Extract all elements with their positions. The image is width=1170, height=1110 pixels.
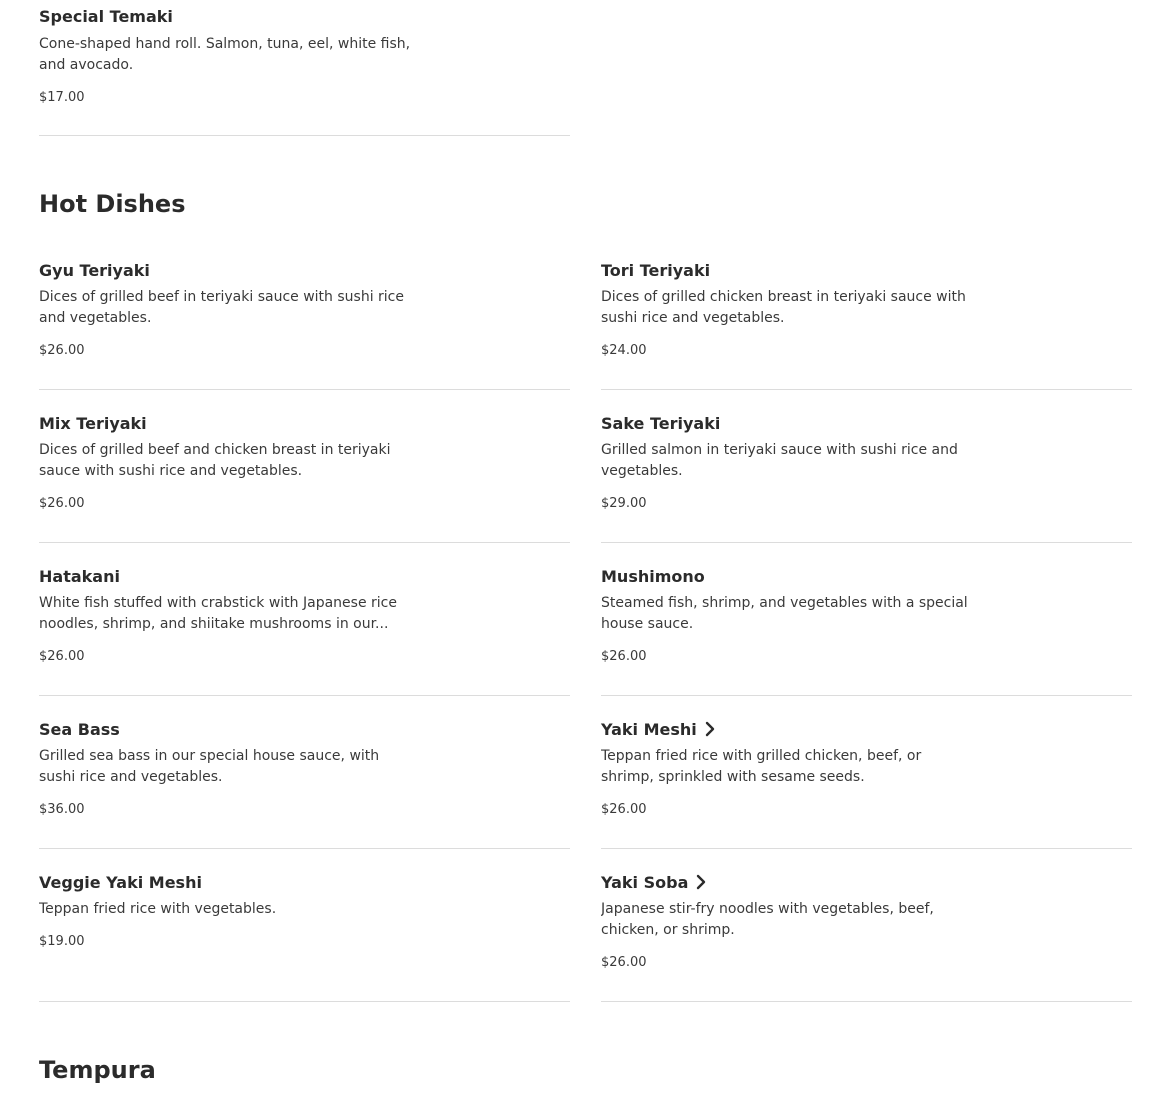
item-name-row <box>601 719 976 739</box>
divider <box>601 1001 1132 1002</box>
divider <box>39 848 570 849</box>
menu-item-yaki-soba[interactable] <box>601 872 976 971</box>
menu-item-yaki-meshi[interactable] <box>601 719 976 818</box>
divider <box>39 1001 570 1002</box>
section-title-tempura: Tempura <box>39 1056 156 1084</box>
divider <box>39 389 570 390</box>
item-name: Yaki Soba <box>601 872 689 892</box>
item-price: $36.00 <box>39 802 85 817</box>
item-price: $24.00 <box>601 343 647 358</box>
menu-item-special-temaki[interactable] <box>39 6 414 106</box>
item-description: Cone-shaped hand roll. Salmon, tuna, eel, white fish, and avocado. <box>39 36 411 73</box>
menu-item-sea-bass[interactable] <box>39 719 414 818</box>
item-description: White fish stuffed with crabstick with Japanese rice noodles, shrimp, and shiitake mushrooms in our... <box>39 595 397 632</box>
divider <box>601 389 1132 390</box>
menu-item-tori-teriyaki[interactable] <box>601 260 976 359</box>
item-price: $26.00 <box>39 343 85 358</box>
item-description: Teppan fried rice with vegetables. <box>39 901 277 917</box>
item-price: $26.00 <box>39 649 85 664</box>
menu-item-veggie-yaki-meshi[interactable] <box>39 872 414 950</box>
item-name: Tori Teriyaki <box>601 260 711 280</box>
divider <box>39 695 570 696</box>
menu-item-sake-teriyaki[interactable] <box>601 413 976 512</box>
item-name: Yaki Meshi <box>601 719 697 739</box>
item-price: $29.00 <box>601 496 647 511</box>
item-price: $26.00 <box>601 649 647 664</box>
item-description: Steamed fish, shrimp, and vegetables with a special house sauce. <box>601 595 968 632</box>
divider <box>601 542 1132 543</box>
chevron-right-icon[interactable] <box>694 874 708 890</box>
item-name: Sea Bass <box>39 719 120 739</box>
menu-item-hatakani[interactable] <box>39 566 414 665</box>
item-name: Special Temaki <box>39 6 173 26</box>
item-price: $26.00 <box>601 802 647 817</box>
item-description: Grilled salmon in teriyaki sauce with sushi rice and vegetables. <box>601 442 958 479</box>
item-description: Teppan fried rice with grilled chicken, beef, or shrimp, sprinkled with sesame seeds. <box>601 748 922 785</box>
item-name: Sake Teriyaki <box>601 413 721 433</box>
item-description: Grilled sea bass in our special house sauce, with sushi rice and vegetables. <box>39 748 380 785</box>
divider <box>39 135 570 136</box>
chevron-right-icon[interactable] <box>703 721 717 737</box>
item-name: Mushimono <box>601 566 705 586</box>
section-title-hot-dishes: Hot Dishes <box>39 190 186 218</box>
item-description: Japanese stir-fry noodles with vegetables, beef, chicken, or shrimp. <box>601 901 934 938</box>
item-description: Dices of grilled beef in teriyaki sauce with sushi rice and vegetables. <box>39 289 404 326</box>
item-price: $26.00 <box>39 496 85 511</box>
menu-item-mushimono[interactable] <box>601 566 976 665</box>
item-price: $26.00 <box>601 955 647 970</box>
divider <box>601 695 1132 696</box>
item-price: $17.00 <box>39 90 85 105</box>
item-name: Gyu Teriyaki <box>39 260 150 280</box>
divider <box>601 848 1132 849</box>
item-description: Dices of grilled beef and chicken breast in teriyaki sauce with sushi rice and vegetables. <box>39 442 391 479</box>
item-name: Hatakani <box>39 566 120 586</box>
item-description: Dices of grilled chicken breast in teriyaki sauce with sushi rice and vegetables. <box>601 289 966 326</box>
item-price: $19.00 <box>39 934 85 949</box>
item-name: Mix Teriyaki <box>39 413 147 433</box>
item-name-row <box>601 872 976 892</box>
divider <box>39 542 570 543</box>
item-name: Veggie Yaki Meshi <box>39 872 202 892</box>
menu-item-mix-teriyaki[interactable] <box>39 413 414 512</box>
menu-item-gyu-teriyaki[interactable] <box>39 260 414 359</box>
